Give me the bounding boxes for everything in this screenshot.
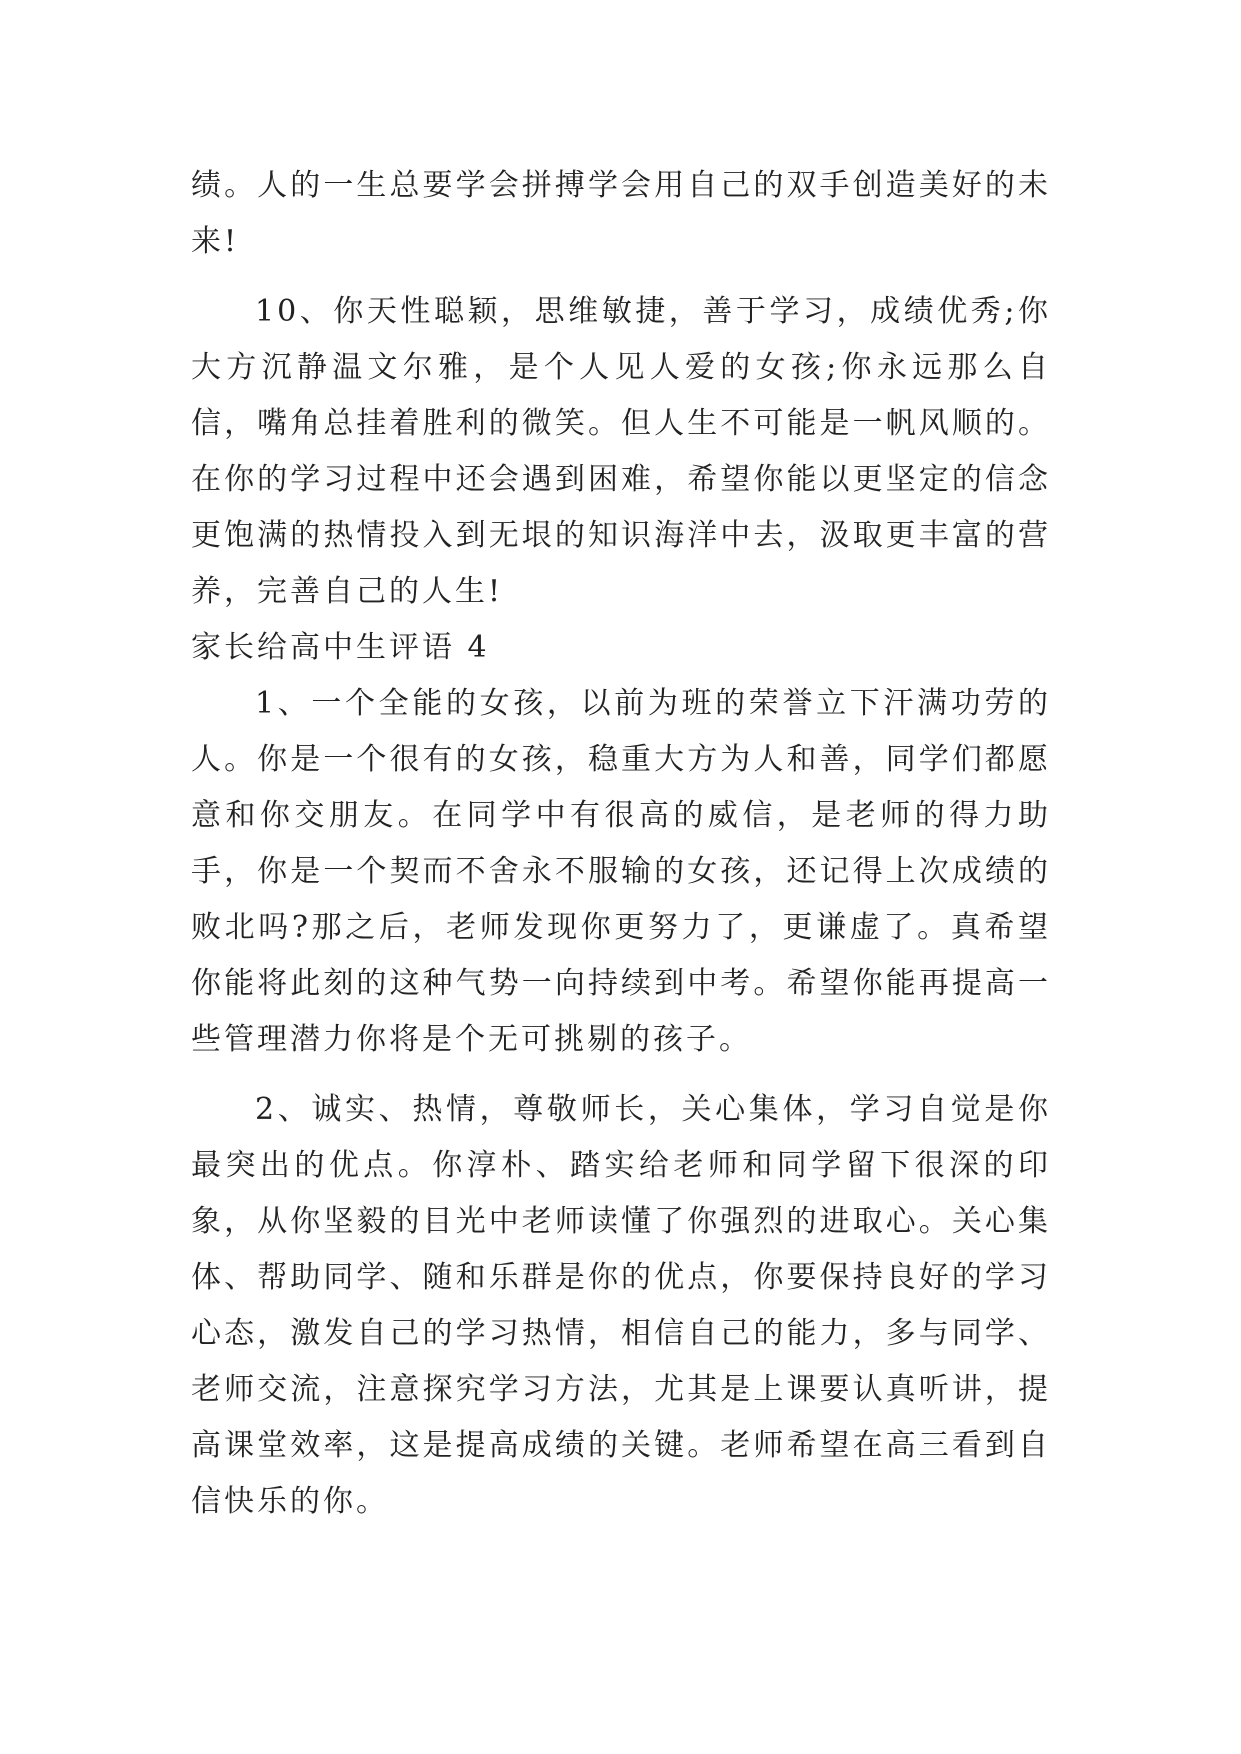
paragraph-continued: 绩。人的一生总要学会拼搏学会用自己的双手创造美好的未来!: [191, 168, 1051, 259]
paragraph-item-2: 2、诚实、热情，尊敬师长，关心集体，学习自觉是你最突出的优点。你淳朴、踏实给老师和同学留下很深的印象，从你坚毅的目光中老师读懂了你强烈的进取心。关心集体、帮助同学、随和乐群是你的优点，你要保持良好的学习心态，激发自己的学习热情，相信自己的能力，多与同学、老师交流，注意探究学习方法，尤其是上课要认真听讲，提高课堂效率，这是提高成绩的关键。老师希望在高三看到自信快乐的你。: [191, 1092, 1051, 1519]
section-heading: 家长给高中生评语 4: [191, 630, 490, 665]
document-body: [191, 158, 1051, 1530]
paragraph-item-10: 10、你天性聪颖，思维敏捷，善于学习，成绩优秀;你大方沉静温文尔雅，是个人见人爱的女孩;你永远那么自信，嘴角总挂着胜利的微笑。但人生不可能是一帆风顺的。在你的学习过程中还会遇到困难，希望你能以更坚定的信念更饱满的热情投入到无垠的知识海洋中去，汲取更丰富的营养，完善自己的人生!: [191, 294, 1051, 609]
paragraph-item-1: 1、一个全能的女孩，以前为班的荣誉立下汗满功劳的人。你是一个很有的女孩，稳重大方为人和善，同学们都愿意和你交朋友。在同学中有很高的威信，是老师的得力助手，你是一个契而不舍永不服输的女孩，还记得上次成绩的败北吗?那之后，老师发现你更努力了，更谦虚了。真希望你能将此刻的这种气势一向持续到中考。希望你能再提高一些管理潜力你将是个无可挑剔的孩子。: [191, 686, 1051, 1057]
